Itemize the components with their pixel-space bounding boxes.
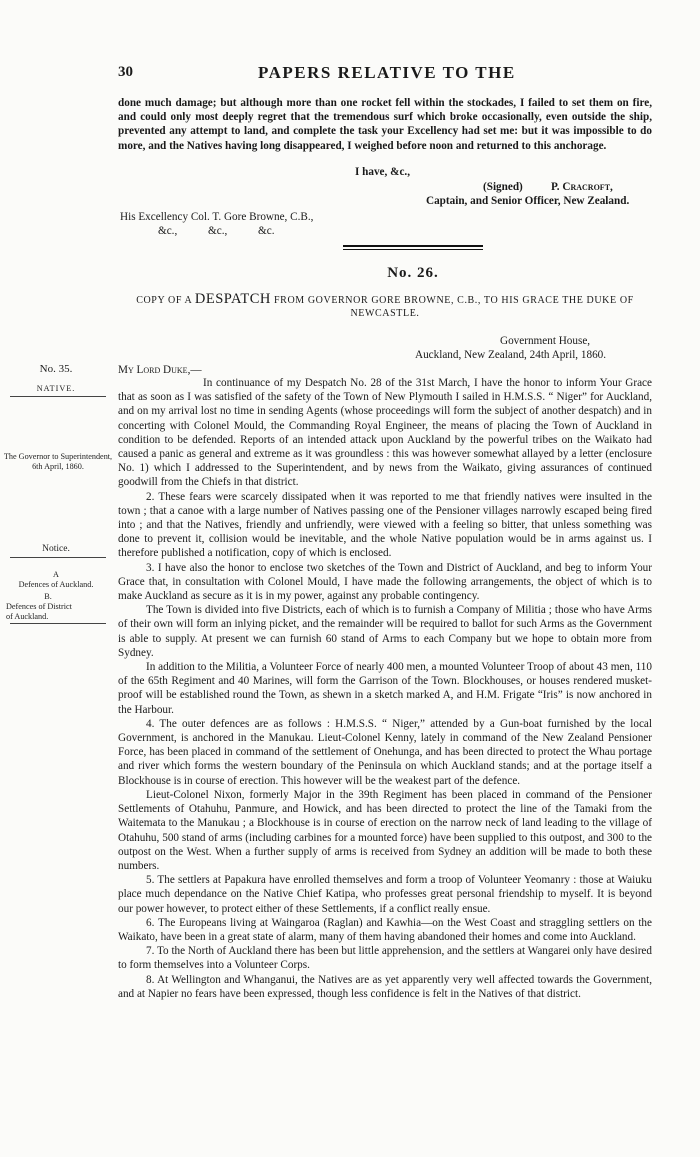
- paragraph-5: In addition to the Militia, a Volunteer Force of nearly 400 men, a mounted Volunteer Troop of about 43 men, 110 of the 65th Regiment and 40 Marines, will form the Garrison of the Town. Blockhouses, or houses rendered musket-proof will be established round the Town, as shewn in a sketch marked A, and H.M. Frigate “Iris” is now anchored in the Harbour.: [118, 661, 652, 716]
- margin-rule: [10, 557, 106, 558]
- continuation-paragraph: done much damage; but although more than one rocket fell within the stockades, I failed to set them on fire, and could only most deeply regret that the tremendous surf which broke occasionally, even outside the ship, prevented any attempt to land, and complete the task your Excellency had set me: but it was impossible to do more, and the Natives having long disappeared, I weighed before noon and returned to this anchorage.: [118, 97, 652, 152]
- document-number: No. 26.: [387, 265, 439, 281]
- heading-word: DESPATCH: [194, 291, 271, 307]
- continuation-text: [118, 96, 652, 153]
- paragraph-11: 8. At Wellington and Whanganui, the Natives are as yet apparently very well affected towards the Government, and at Napier no fears have been expressed, though less confidence is felt in the Natives of that district.: [118, 973, 652, 1000]
- margin-rule: [10, 396, 106, 397]
- margin-notice-label: Notice.: [42, 544, 70, 554]
- section-rule: [343, 245, 483, 247]
- paragraph-4: The Town is divided into five Districts, each of which is to furnish a Company of Militia ; those who have Arms of their own will form an inlying picket, and the remainder will be required to ballot for such Arms as the Government is able to supply. At present we can furnish 60 stand of Arms to each Company but we hope to obtain more from Sydney.: [118, 604, 652, 659]
- margin-b-label: Defences of District of Auckland.: [6, 602, 72, 621]
- paragraph-7: Lieut-Colonel Nixon, formerly Major in the 39th Regiment has been placed in command of the Pensioner Settlements of Otahuhu, Panmure, and Howick, and has been directed to protect the line of the Tamaki from the Waitemata to the Manukau ; a Blockhouse is in course of erection on the narrow neck of land leading to the village of Otahuhu, 500 stand of arms (including carbines for a mounted force) have been supplied to this outpost, and 300 to the outpost on the West. When a further supply of arms is received from Sydney an addition will be made to both these numbers.: [118, 788, 652, 872]
- margin-a-label: Defences of Auckland.: [18, 580, 94, 589]
- paragraph-1: In continuance of my Despatch No. 28 of the 31st March, I have the honor to inform Your Grace that as soon as I was satisfied of the safety of the Town of New Plymouth I sailed in H.M.S.S. “ Niger” for Auckland, and on my arrival lost no time in sending Agents (whose proceedings will form the subject of another despatch) and in concerting with Colonel Mould, the Commanding Royal Engineer, the means of placing the Town of Auckland in condition to be defended. Reports of an intended attack upon Auckland by the powerful tribes on the Waikato had caused a panic as general and extreme as it was groundless : this was however somewhat allayed by a letter (enclosure No. 1) which I addressed to the Superintendent, and by news from the Waikato, giving assurances of continued goodwill from the Chiefs in that district.: [118, 377, 652, 489]
- margin-b: B.: [44, 592, 52, 601]
- margin-no: No. 35.: [39, 363, 73, 375]
- paragraph-3: 3. I have also the honor to enclose two sketches of the Town and District of Auckland, and beg to inform Your Grace that, in consultation with Colonel Mould, I have made the following arrangements, the object of which is to make Auckland as secure as it is in my power, against any probable contingency.: [118, 561, 652, 603]
- signed-label: (Signed): [483, 181, 523, 193]
- address-line-2: Auckland, New Zealand, 24th April, 1860.: [415, 349, 607, 361]
- paragraph-8: 5. The settlers at Papakura have enrolled themselves and form a troop of Volunteer Yeomanry : those at Waiuku place much dependance on the Native Chief Katipa, who professes great personal friendship to myself. It is beyond our power however, to protect either of these Settlements, if a conflict really ensue.: [118, 874, 652, 915]
- paragraph-10: 7. To the North of Auckland there has been but little apprehension, and the settlers at Wangarei only have desired to form themselves into a Volunteer Corps.: [118, 945, 652, 972]
- heading-rest: FROM GOVERNOR GORE BROWNE, C.B., TO HIS GRACE THE DUKE OF NEWCASTLE.: [274, 295, 634, 319]
- margin-a: A: [53, 570, 59, 579]
- page-number: 30: [118, 64, 133, 80]
- margin-natives: [4, 384, 108, 397]
- document-heading: [118, 293, 652, 320]
- paragraph-6: 4. The outer defences are as follows : H.M.S.S. “ Niger,” attended by a Gun-boat furnished by the local Government, is anchored in the Manukau. Lieut-Colonel Kenny, lately in command of the New Zealand Pensioner Force, has been placed in command of the settlement of Onehunga, and has been directed to protect the Whau portage and river which forms the western boundary of the Peninsula on which Auckland stands; and at the portage itself a Blockhouse is in course of erection. This however will be the weakest part of the defence.: [118, 717, 652, 787]
- paragraph-2: 2. These fears were scarcely dissipated when it was reported to me that friendly natives were insulted in the town ; that a canoe with a large number of Natives passing one of the Pensioner villages narrowly escaped being fired into ; and that the Natives, friendly and unfriendly, were viewed with a feeling so bitter, that unless something was done to prevent it, collision would be inevitable, and the whole Native population would be in arms against us. I therefore published a notification, copy of which is enclosed.: [118, 490, 652, 560]
- closing: I have, &c.,: [355, 166, 410, 178]
- address-line-1: Government House,: [500, 335, 591, 347]
- signatory-title: Captain, and Senior Officer, New Zealand.: [426, 195, 630, 207]
- margin-notice: [4, 545, 108, 558]
- signatory: P. Cracroft,: [551, 181, 613, 193]
- salutation: My Lord Duke,—: [118, 364, 202, 376]
- paragraph-9: 6. The Europeans living at Waingaroa (Raglan) and Kawhia—on the West Coast and straggling settlers on the Waikato, have been in a great state of alarm, many of them having abandoned their homes and come into Auckland.: [118, 916, 652, 943]
- margin-rule: [10, 623, 106, 624]
- running-head: PAPERS RELATIVE TO THE: [258, 63, 516, 82]
- margin-natives-label: NATIVE.: [36, 384, 76, 393]
- addressee-etc: &c., &c., &c.: [158, 225, 275, 237]
- margin-b-block: [4, 602, 108, 624]
- section-rule-thin: [343, 249, 483, 250]
- heading-prefix: COPY OF A: [136, 295, 192, 306]
- margin-governor-note: The Governor to Superintendent, 6th April, 1860.: [3, 452, 113, 471]
- addressee: His Excellency Col. T. Gore Browne, C.B.,: [120, 211, 314, 223]
- despatch-body: [118, 376, 652, 1001]
